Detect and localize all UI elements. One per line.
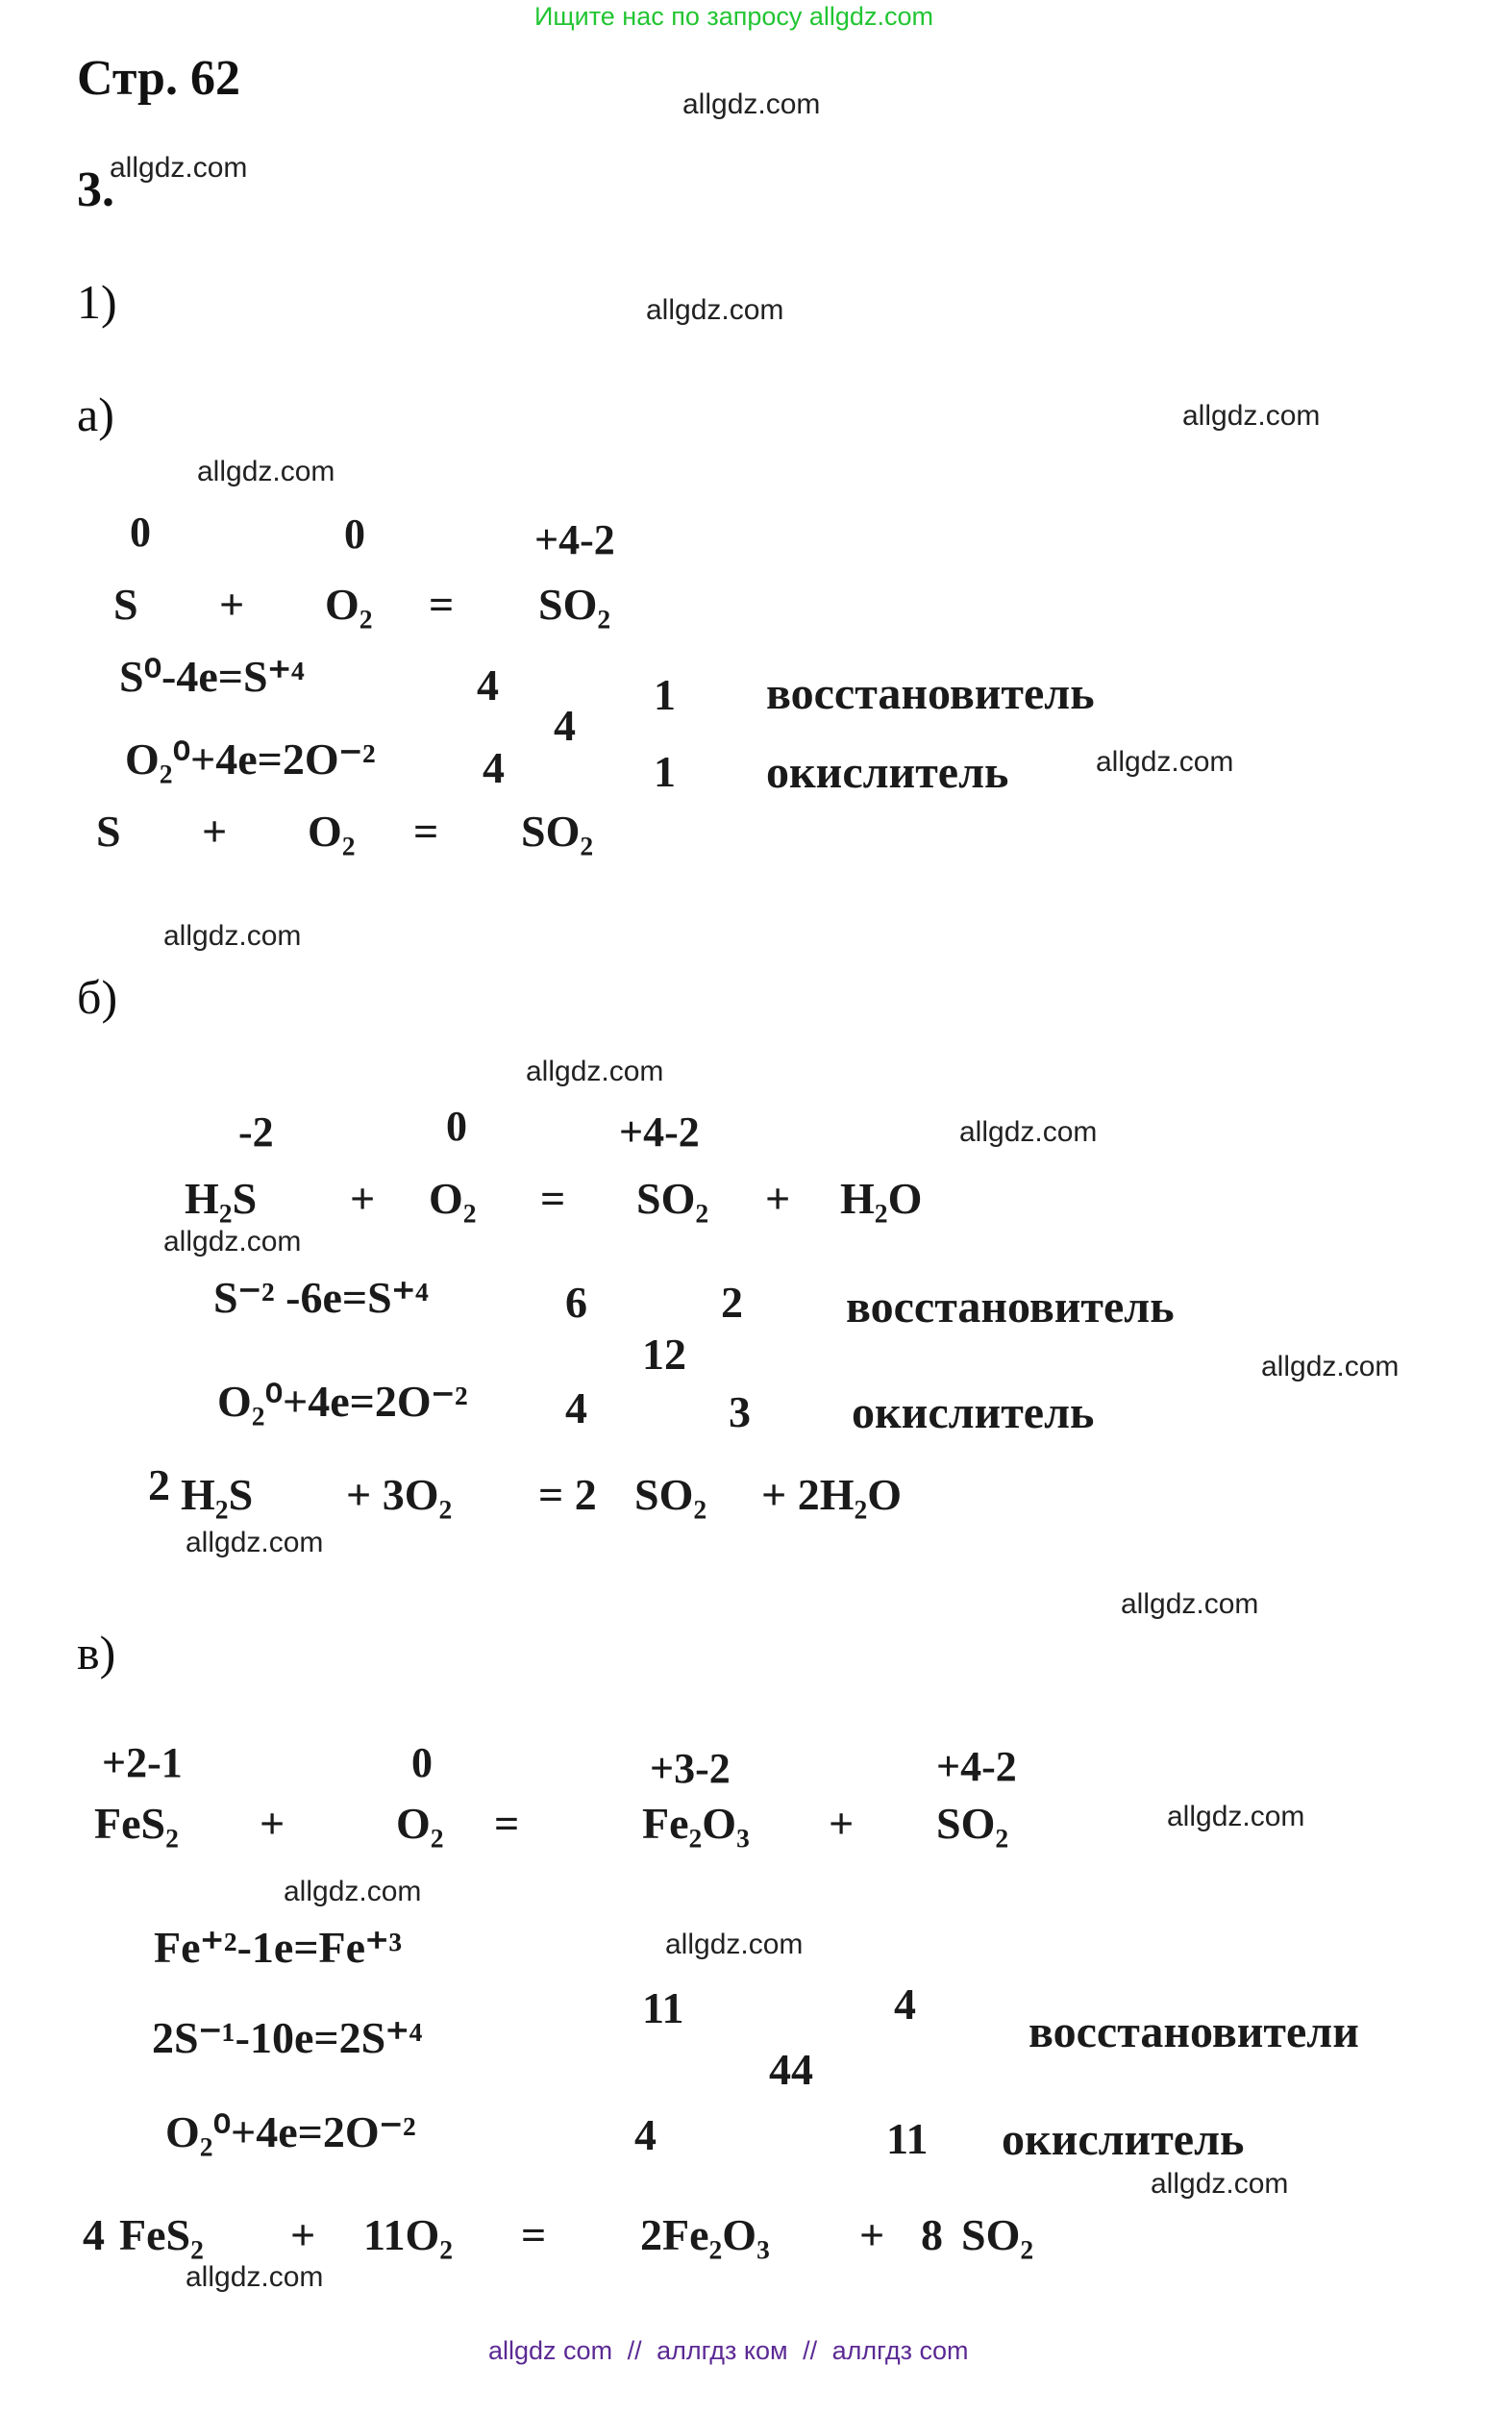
lcm-value: 44 bbox=[769, 2045, 813, 2094]
coefficient: 1 bbox=[654, 747, 676, 796]
footer-link[interactable]: аллгдз com bbox=[831, 2336, 969, 2365]
coefficient: 1 bbox=[654, 670, 676, 719]
equals-sign: = bbox=[429, 580, 455, 629]
watermark: allgdz.com bbox=[284, 1876, 422, 1907]
task-number: 3. bbox=[77, 162, 114, 217]
footer-link[interactable]: аллгдз ком bbox=[657, 2336, 788, 2365]
half-reaction: O₂⁰+4e=2O⁻² bbox=[217, 1377, 468, 1426]
watermark: allgdz.com bbox=[186, 2261, 324, 2293]
formula: S bbox=[113, 580, 138, 629]
ox-state: -2 bbox=[238, 1108, 274, 1156]
watermark: allgdz.com bbox=[197, 456, 335, 487]
role-label: восстановитель bbox=[766, 668, 1095, 719]
watermark: allgdz.com bbox=[1096, 746, 1234, 778]
electron-count: 4 bbox=[634, 2110, 657, 2159]
half-reaction: S⁰-4e=S⁺⁴ bbox=[119, 652, 305, 701]
formula: H₂O bbox=[840, 1174, 923, 1223]
formula: 2Fe₂O₃ bbox=[640, 2210, 770, 2259]
role-label: окислитель bbox=[1002, 2114, 1245, 2165]
formula: + 2H₂O bbox=[761, 1470, 903, 1519]
half-reaction: O₂⁰+4e=2O⁻² bbox=[125, 734, 376, 784]
watermark: allgdz.com bbox=[186, 1527, 324, 1558]
formula: SO₂ bbox=[521, 807, 594, 856]
watermark: allgdz.com bbox=[163, 1226, 302, 1257]
plus-sign: + bbox=[829, 1799, 855, 1848]
footer-link[interactable]: allgdz com bbox=[488, 2336, 613, 2365]
electron-count: 4 bbox=[565, 1383, 587, 1432]
coefficient: 3 bbox=[729, 1387, 751, 1436]
formula: O₂ bbox=[429, 1174, 477, 1223]
formula: S bbox=[96, 807, 121, 856]
section-c-label: в) bbox=[77, 1626, 116, 1680]
lcm-value: 12 bbox=[642, 1330, 686, 1379]
section-b-label: б) bbox=[77, 970, 118, 1024]
lcm-value: 4 bbox=[554, 701, 576, 750]
coefficient: 4 bbox=[83, 2210, 105, 2259]
footer-links bbox=[488, 2336, 968, 2366]
ox-state: +4-2 bbox=[619, 1108, 700, 1156]
ox-state: 0 bbox=[411, 1739, 433, 1786]
ox-state: +3-2 bbox=[650, 1745, 731, 1792]
ox-state: +4-2 bbox=[534, 516, 615, 563]
electron-count: 11 bbox=[642, 1983, 684, 2032]
watermark: allgdz.com bbox=[1121, 1588, 1259, 1620]
section-a-label: а) bbox=[77, 387, 114, 441]
plus-sign: + bbox=[219, 580, 245, 629]
formula: FeS₂ bbox=[119, 2210, 204, 2259]
formula: 11O₂ bbox=[363, 2210, 454, 2259]
watermark: allgdz.com bbox=[1167, 1801, 1305, 1832]
formula: Fe₂O₃ bbox=[642, 1799, 750, 1848]
ox-state: 0 bbox=[344, 510, 365, 558]
watermark: allgdz.com bbox=[665, 1929, 804, 1960]
ox-state: 0 bbox=[130, 509, 151, 556]
formula: SO₂ bbox=[936, 1799, 1009, 1848]
formula: SO₂ bbox=[634, 1470, 707, 1519]
ox-state: 0 bbox=[446, 1103, 467, 1150]
formula: O₂ bbox=[308, 807, 356, 856]
watermark: allgdz.com bbox=[959, 1116, 1098, 1148]
role-label: окислитель bbox=[766, 747, 1009, 798]
watermark: allgdz.com bbox=[646, 294, 784, 326]
watermark: allgdz.com bbox=[1261, 1351, 1400, 1382]
plus-sign: + bbox=[765, 1174, 791, 1223]
equals-sign: = bbox=[413, 807, 439, 856]
watermark: allgdz.com bbox=[1151, 2168, 1289, 2200]
page-title: Стр. 62 bbox=[77, 51, 240, 106]
plus-sign: + bbox=[202, 807, 228, 856]
equals-sign: = bbox=[540, 1174, 566, 1223]
part-label: 1) bbox=[77, 275, 117, 329]
formula: O₂ bbox=[325, 580, 373, 629]
formula: = 2 bbox=[538, 1470, 597, 1519]
formula: H₂S bbox=[181, 1470, 254, 1519]
watermark: allgdz.com bbox=[526, 1056, 664, 1087]
electron-count: 6 bbox=[565, 1278, 587, 1327]
plus-sign: + bbox=[260, 1799, 285, 1848]
footer-separator: // bbox=[627, 2336, 642, 2365]
formula: SO₂ bbox=[961, 2210, 1034, 2259]
coefficient: 2 bbox=[148, 1460, 170, 1509]
watermark: allgdz.com bbox=[1182, 400, 1321, 432]
half-reaction: Fe⁺²-1e=Fe⁺³ bbox=[154, 1923, 403, 1972]
formula: FeS₂ bbox=[94, 1799, 179, 1848]
watermark: allgdz.com bbox=[110, 152, 248, 184]
plus-sign: + bbox=[290, 2210, 316, 2259]
formula: H₂S bbox=[185, 1174, 258, 1223]
half-reaction: S⁻² -6e=S⁺⁴ bbox=[213, 1273, 429, 1322]
search-hint-link[interactable]: Ищите нас по запросу allgdz.com bbox=[534, 2, 933, 31]
electron-count: 4 bbox=[483, 743, 505, 792]
formula: SO₂ bbox=[636, 1174, 709, 1223]
coefficient: 4 bbox=[894, 1979, 916, 2029]
ox-state: +2-1 bbox=[102, 1739, 183, 1786]
half-reaction: O₂⁰+4e=2O⁻² bbox=[165, 2107, 416, 2156]
formula: SO₂ bbox=[538, 580, 611, 629]
formula: + 3O₂ bbox=[346, 1470, 453, 1519]
half-reaction: 2S⁻¹-10e=2S⁺⁴ bbox=[152, 2013, 423, 2062]
role-label: восстановитель bbox=[846, 1282, 1175, 1332]
role-label: окислитель bbox=[852, 1387, 1095, 1438]
equals-sign: = bbox=[521, 2210, 547, 2259]
electron-count: 4 bbox=[477, 660, 499, 710]
coefficient: 8 bbox=[921, 2210, 943, 2259]
formula: O₂ bbox=[396, 1799, 444, 1848]
coefficient: 11 bbox=[886, 2114, 929, 2163]
plus-sign: + bbox=[859, 2210, 885, 2259]
watermark: allgdz.com bbox=[163, 920, 302, 952]
footer-separator: // bbox=[803, 2336, 818, 2365]
plus-sign: + bbox=[350, 1174, 376, 1223]
role-label: восстановители bbox=[1029, 2006, 1359, 2057]
watermark: allgdz.com bbox=[682, 88, 821, 120]
ox-state: +4-2 bbox=[936, 1743, 1017, 1790]
coefficient: 2 bbox=[721, 1278, 743, 1327]
equals-sign: = bbox=[494, 1799, 520, 1848]
